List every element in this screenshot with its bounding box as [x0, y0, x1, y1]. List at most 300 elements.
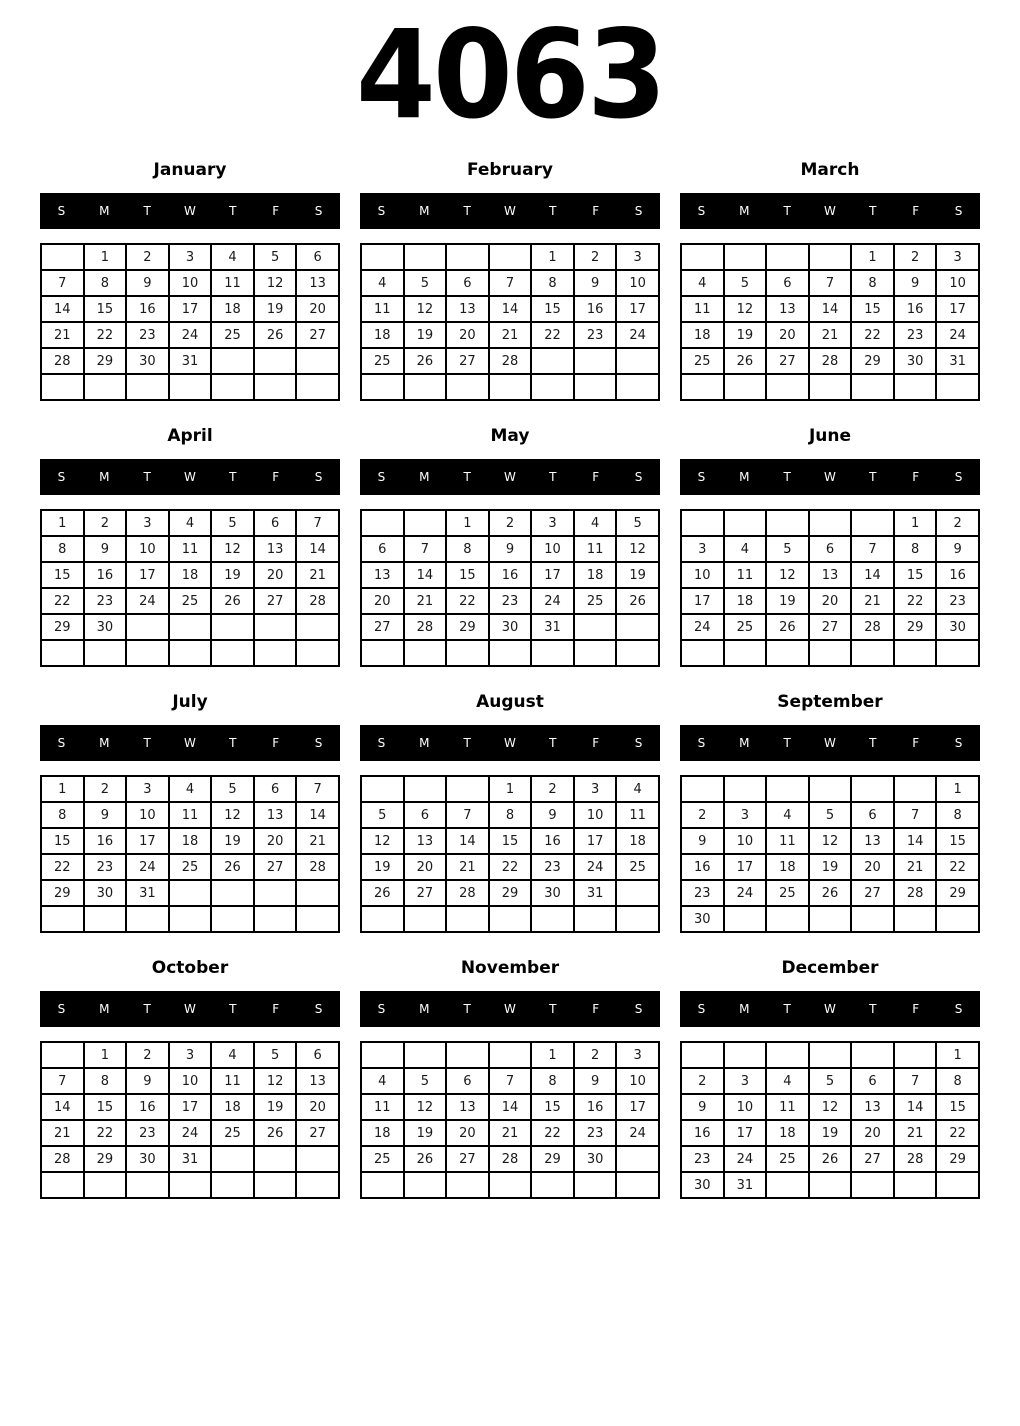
- weekday-label: T: [783, 736, 791, 750]
- day-cell: 27: [809, 614, 852, 640]
- day-cell: 1: [936, 776, 979, 802]
- day-cell: 28: [41, 348, 84, 374]
- day-cell: 26: [616, 588, 659, 614]
- empty-day-cell: [446, 1172, 489, 1198]
- day-cell: 2: [489, 510, 532, 536]
- day-cell: 5: [616, 510, 659, 536]
- day-cell: 20: [809, 588, 852, 614]
- weekday-label: S: [377, 1002, 386, 1016]
- empty-day-cell: [169, 1172, 212, 1198]
- day-cell: 26: [724, 348, 767, 374]
- day-cell: 4: [766, 1068, 809, 1094]
- day-cell: 18: [361, 322, 404, 348]
- day-cell: 11: [681, 296, 724, 322]
- day-cell: 11: [169, 802, 212, 828]
- empty-day-cell: [616, 1172, 659, 1198]
- empty-day-cell: [254, 1146, 297, 1172]
- day-cell: 3: [724, 802, 767, 828]
- day-cell: 5: [254, 1042, 297, 1068]
- day-cell: 7: [296, 776, 339, 802]
- week-row: [41, 880, 339, 906]
- empty-day-cell: [126, 374, 169, 400]
- empty-day-cell: [724, 640, 767, 666]
- day-cell: 22: [489, 854, 532, 880]
- week-row: [681, 374, 979, 400]
- day-cell: 10: [681, 562, 724, 588]
- day-cell: 7: [41, 1068, 84, 1094]
- day-cell: 1: [84, 1042, 127, 1068]
- month-february: [360, 160, 660, 401]
- empty-day-cell: [361, 906, 404, 932]
- week-row: [361, 880, 659, 906]
- weekday-label: S: [634, 1002, 643, 1016]
- day-cell: 4: [169, 510, 212, 536]
- day-cell: 12: [616, 536, 659, 562]
- weekday-label: M: [739, 204, 750, 218]
- weekday-label: T: [229, 470, 237, 484]
- week-row: [41, 1146, 339, 1172]
- empty-day-cell: [404, 510, 447, 536]
- day-cell: 17: [169, 1094, 212, 1120]
- day-cell: 20: [851, 854, 894, 880]
- empty-day-cell: [894, 640, 937, 666]
- empty-day-cell: [616, 1146, 659, 1172]
- empty-day-cell: [446, 640, 489, 666]
- day-cell: 9: [84, 802, 127, 828]
- weekday-label: T: [869, 470, 877, 484]
- day-cell: 7: [894, 1068, 937, 1094]
- month-june: [680, 426, 980, 667]
- day-cell: 27: [446, 1146, 489, 1172]
- day-cell: 30: [936, 614, 979, 640]
- day-cell: 25: [681, 348, 724, 374]
- weekday-label: M: [419, 736, 430, 750]
- weekday-label: F: [912, 470, 920, 484]
- empty-day-cell: [169, 906, 212, 932]
- day-cell: 12: [724, 296, 767, 322]
- month-title: June: [808, 426, 852, 446]
- empty-day-cell: [809, 776, 852, 802]
- month-title: September: [777, 692, 883, 712]
- day-cell: 6: [446, 270, 489, 296]
- day-cell: 13: [296, 270, 339, 296]
- empty-day-cell: [766, 1172, 809, 1198]
- day-cell: 5: [211, 510, 254, 536]
- day-cell: 27: [296, 322, 339, 348]
- month-title: July: [172, 692, 208, 712]
- day-cell: 10: [724, 1094, 767, 1120]
- day-cell: 8: [894, 536, 937, 562]
- day-cell: 19: [254, 1094, 297, 1120]
- day-cell: 27: [766, 348, 809, 374]
- empty-day-cell: [574, 640, 617, 666]
- empty-day-cell: [211, 906, 254, 932]
- week-row: [41, 562, 339, 588]
- day-cell: 25: [211, 322, 254, 348]
- day-cell: 1: [894, 510, 937, 536]
- day-cell: 5: [254, 244, 297, 270]
- week-row: [361, 1094, 659, 1120]
- day-cell: 31: [169, 348, 212, 374]
- day-cell: 19: [404, 322, 447, 348]
- day-cell: 14: [489, 296, 532, 322]
- weekday-label: W: [504, 470, 516, 484]
- empty-day-cell: [254, 880, 297, 906]
- day-cell: 28: [296, 854, 339, 880]
- empty-day-cell: [404, 776, 447, 802]
- week-row: [361, 322, 659, 348]
- day-cell: 23: [574, 1120, 617, 1146]
- empty-day-cell: [809, 1042, 852, 1068]
- day-cell: 31: [126, 880, 169, 906]
- day-cell: 5: [724, 270, 767, 296]
- weekday-label: W: [504, 204, 516, 218]
- weekday-label: S: [634, 736, 643, 750]
- day-cell: 8: [489, 802, 532, 828]
- day-cell: 14: [296, 802, 339, 828]
- month-october: [40, 958, 340, 1199]
- day-cell: 9: [126, 1068, 169, 1094]
- day-cell: 28: [894, 1146, 937, 1172]
- day-cell: 16: [84, 828, 127, 854]
- day-cell: 27: [851, 880, 894, 906]
- week-row: [41, 854, 339, 880]
- empty-day-cell: [851, 906, 894, 932]
- day-cell: 19: [404, 1120, 447, 1146]
- empty-day-cell: [126, 906, 169, 932]
- day-cell: 15: [41, 828, 84, 854]
- day-cell: 13: [851, 1094, 894, 1120]
- day-cell: 18: [211, 1094, 254, 1120]
- weekday-label: S: [954, 736, 963, 750]
- day-cell: 3: [574, 776, 617, 802]
- empty-day-cell: [681, 374, 724, 400]
- weekday-label: S: [314, 736, 323, 750]
- day-cell: 8: [936, 1068, 979, 1094]
- week-row: [41, 270, 339, 296]
- day-cell: 17: [936, 296, 979, 322]
- day-cell: 1: [531, 1042, 574, 1068]
- day-cell: 15: [446, 562, 489, 588]
- week-row: [681, 828, 979, 854]
- empty-day-cell: [404, 374, 447, 400]
- day-cell: 9: [84, 536, 127, 562]
- day-cell: 10: [936, 270, 979, 296]
- day-cell: 31: [936, 348, 979, 374]
- weekday-label: F: [912, 204, 920, 218]
- empty-day-cell: [211, 1172, 254, 1198]
- day-cell: 24: [126, 588, 169, 614]
- empty-day-cell: [724, 1042, 767, 1068]
- weekday-label: M: [99, 736, 110, 750]
- weekday-label: F: [272, 736, 280, 750]
- empty-day-cell: [766, 510, 809, 536]
- day-cell: 17: [531, 562, 574, 588]
- week-row: [361, 640, 659, 666]
- day-cell: 4: [681, 270, 724, 296]
- day-cell: 26: [809, 880, 852, 906]
- empty-day-cell: [809, 906, 852, 932]
- day-cell: 15: [489, 828, 532, 854]
- day-cell: 12: [211, 802, 254, 828]
- empty-day-cell: [766, 906, 809, 932]
- weekday-label: W: [184, 204, 196, 218]
- empty-day-cell: [531, 348, 574, 374]
- empty-day-cell: [894, 1172, 937, 1198]
- weekday-header: [360, 725, 660, 761]
- day-cell: 12: [404, 1094, 447, 1120]
- month-days-table: [360, 775, 660, 933]
- empty-day-cell: [84, 374, 127, 400]
- empty-day-cell: [446, 1042, 489, 1068]
- week-row: [681, 322, 979, 348]
- day-cell: 18: [169, 562, 212, 588]
- day-cell: 22: [936, 854, 979, 880]
- day-cell: 13: [404, 828, 447, 854]
- empty-day-cell: [254, 640, 297, 666]
- empty-day-cell: [361, 510, 404, 536]
- day-cell: 6: [361, 536, 404, 562]
- day-cell: 9: [489, 536, 532, 562]
- empty-day-cell: [254, 906, 297, 932]
- months-grid: [40, 160, 980, 1199]
- week-row: [681, 510, 979, 536]
- day-cell: 16: [574, 296, 617, 322]
- week-row: [681, 562, 979, 588]
- day-cell: 12: [361, 828, 404, 854]
- empty-day-cell: [766, 776, 809, 802]
- day-cell: 24: [616, 1120, 659, 1146]
- month-days-table: [40, 509, 340, 667]
- weekday-label: T: [229, 204, 237, 218]
- month-july: [40, 692, 340, 933]
- weekday-label: S: [377, 470, 386, 484]
- weekday-label: T: [869, 736, 877, 750]
- week-row: [41, 1120, 339, 1146]
- empty-day-cell: [766, 1042, 809, 1068]
- day-cell: 5: [211, 776, 254, 802]
- day-cell: 22: [41, 854, 84, 880]
- day-cell: 27: [296, 1120, 339, 1146]
- empty-day-cell: [766, 374, 809, 400]
- week-row: [41, 1068, 339, 1094]
- weekday-label: M: [419, 1002, 430, 1016]
- empty-day-cell: [404, 906, 447, 932]
- day-cell: 7: [894, 802, 937, 828]
- day-cell: 8: [446, 536, 489, 562]
- week-row: [41, 536, 339, 562]
- day-cell: 16: [84, 562, 127, 588]
- weekday-label: M: [419, 470, 430, 484]
- empty-day-cell: [809, 1172, 852, 1198]
- day-cell: 12: [809, 1094, 852, 1120]
- empty-day-cell: [41, 374, 84, 400]
- day-cell: 4: [361, 1068, 404, 1094]
- empty-day-cell: [531, 640, 574, 666]
- empty-day-cell: [766, 640, 809, 666]
- weekday-label: T: [463, 204, 471, 218]
- empty-day-cell: [169, 640, 212, 666]
- empty-day-cell: [211, 374, 254, 400]
- day-cell: 8: [41, 536, 84, 562]
- day-cell: 21: [851, 588, 894, 614]
- day-cell: 9: [574, 270, 617, 296]
- day-cell: 20: [296, 1094, 339, 1120]
- week-row: [361, 1172, 659, 1198]
- week-row: [361, 588, 659, 614]
- empty-day-cell: [489, 640, 532, 666]
- day-cell: 13: [361, 562, 404, 588]
- day-cell: 10: [531, 536, 574, 562]
- day-cell: 6: [851, 1068, 894, 1094]
- day-cell: 18: [574, 562, 617, 588]
- empty-day-cell: [489, 906, 532, 932]
- empty-day-cell: [851, 640, 894, 666]
- day-cell: 12: [211, 536, 254, 562]
- empty-day-cell: [41, 1172, 84, 1198]
- day-cell: 23: [936, 588, 979, 614]
- day-cell: 21: [446, 854, 489, 880]
- day-cell: 12: [809, 828, 852, 854]
- day-cell: 22: [936, 1120, 979, 1146]
- empty-day-cell: [41, 906, 84, 932]
- empty-day-cell: [489, 374, 532, 400]
- weekday-header: [680, 725, 980, 761]
- day-cell: 23: [84, 854, 127, 880]
- week-row: [681, 536, 979, 562]
- empty-day-cell: [574, 614, 617, 640]
- day-cell: 21: [296, 562, 339, 588]
- day-cell: 31: [574, 880, 617, 906]
- week-row: [361, 854, 659, 880]
- day-cell: 7: [296, 510, 339, 536]
- empty-day-cell: [41, 1042, 84, 1068]
- week-row: [41, 1172, 339, 1198]
- month-title: August: [476, 692, 544, 712]
- day-cell: 24: [574, 854, 617, 880]
- day-cell: 31: [724, 1172, 767, 1198]
- empty-day-cell: [894, 906, 937, 932]
- day-cell: 3: [126, 510, 169, 536]
- day-cell: 25: [211, 1120, 254, 1146]
- day-cell: 30: [489, 614, 532, 640]
- day-cell: 21: [489, 322, 532, 348]
- week-row: [41, 776, 339, 802]
- day-cell: 7: [489, 1068, 532, 1094]
- day-cell: 3: [724, 1068, 767, 1094]
- empty-day-cell: [296, 374, 339, 400]
- empty-day-cell: [531, 1172, 574, 1198]
- weekday-label: F: [592, 470, 600, 484]
- day-cell: 20: [404, 854, 447, 880]
- month-september: [680, 692, 980, 933]
- empty-day-cell: [84, 640, 127, 666]
- weekday-label: F: [592, 204, 600, 218]
- empty-day-cell: [296, 1172, 339, 1198]
- day-cell: 14: [41, 296, 84, 322]
- empty-day-cell: [211, 348, 254, 374]
- day-cell: 29: [936, 1146, 979, 1172]
- month-days-table: [680, 775, 980, 933]
- week-row: [681, 1172, 979, 1198]
- day-cell: 24: [126, 854, 169, 880]
- empty-day-cell: [361, 640, 404, 666]
- day-cell: 30: [894, 348, 937, 374]
- weekday-label: M: [739, 736, 750, 750]
- empty-day-cell: [936, 1172, 979, 1198]
- month-may: [360, 426, 660, 667]
- empty-day-cell: [446, 776, 489, 802]
- weekday-label: S: [954, 470, 963, 484]
- day-cell: 3: [531, 510, 574, 536]
- day-cell: 19: [809, 854, 852, 880]
- day-cell: 27: [361, 614, 404, 640]
- empty-day-cell: [254, 1172, 297, 1198]
- day-cell: 21: [41, 322, 84, 348]
- weekday-label: S: [57, 1002, 66, 1016]
- empty-day-cell: [936, 374, 979, 400]
- weekday-label: T: [549, 204, 557, 218]
- weekday-label: W: [824, 1002, 836, 1016]
- day-cell: 29: [851, 348, 894, 374]
- day-cell: 12: [254, 1068, 297, 1094]
- week-row: [361, 1042, 659, 1068]
- day-cell: 8: [531, 1068, 574, 1094]
- day-cell: 2: [126, 1042, 169, 1068]
- day-cell: 13: [446, 1094, 489, 1120]
- day-cell: 15: [936, 828, 979, 854]
- weekday-header: [680, 459, 980, 495]
- empty-day-cell: [894, 776, 937, 802]
- weekday-label: T: [143, 204, 151, 218]
- day-cell: 18: [211, 296, 254, 322]
- day-cell: 26: [361, 880, 404, 906]
- day-cell: 26: [211, 588, 254, 614]
- day-cell: 6: [809, 536, 852, 562]
- day-cell: 15: [41, 562, 84, 588]
- day-cell: 11: [574, 536, 617, 562]
- day-cell: 13: [254, 802, 297, 828]
- weekday-label: S: [697, 736, 706, 750]
- month-title: November: [460, 958, 560, 978]
- empty-day-cell: [361, 374, 404, 400]
- day-cell: 12: [254, 270, 297, 296]
- weekday-label: T: [463, 1002, 471, 1016]
- day-cell: 18: [766, 1120, 809, 1146]
- day-cell: 5: [766, 536, 809, 562]
- day-cell: 24: [531, 588, 574, 614]
- day-cell: 12: [404, 296, 447, 322]
- day-cell: 7: [404, 536, 447, 562]
- day-cell: 5: [404, 270, 447, 296]
- day-cell: 6: [254, 510, 297, 536]
- month-days-table: [680, 243, 980, 401]
- day-cell: 20: [446, 322, 489, 348]
- empty-day-cell: [254, 614, 297, 640]
- day-cell: 16: [531, 828, 574, 854]
- day-cell: 3: [616, 244, 659, 270]
- day-cell: 22: [851, 322, 894, 348]
- day-cell: 11: [211, 1068, 254, 1094]
- day-cell: 2: [84, 776, 127, 802]
- day-cell: 2: [126, 244, 169, 270]
- empty-day-cell: [169, 374, 212, 400]
- day-cell: 19: [766, 588, 809, 614]
- day-cell: 19: [616, 562, 659, 588]
- day-cell: 24: [681, 614, 724, 640]
- week-row: [681, 1094, 979, 1120]
- day-cell: 24: [724, 880, 767, 906]
